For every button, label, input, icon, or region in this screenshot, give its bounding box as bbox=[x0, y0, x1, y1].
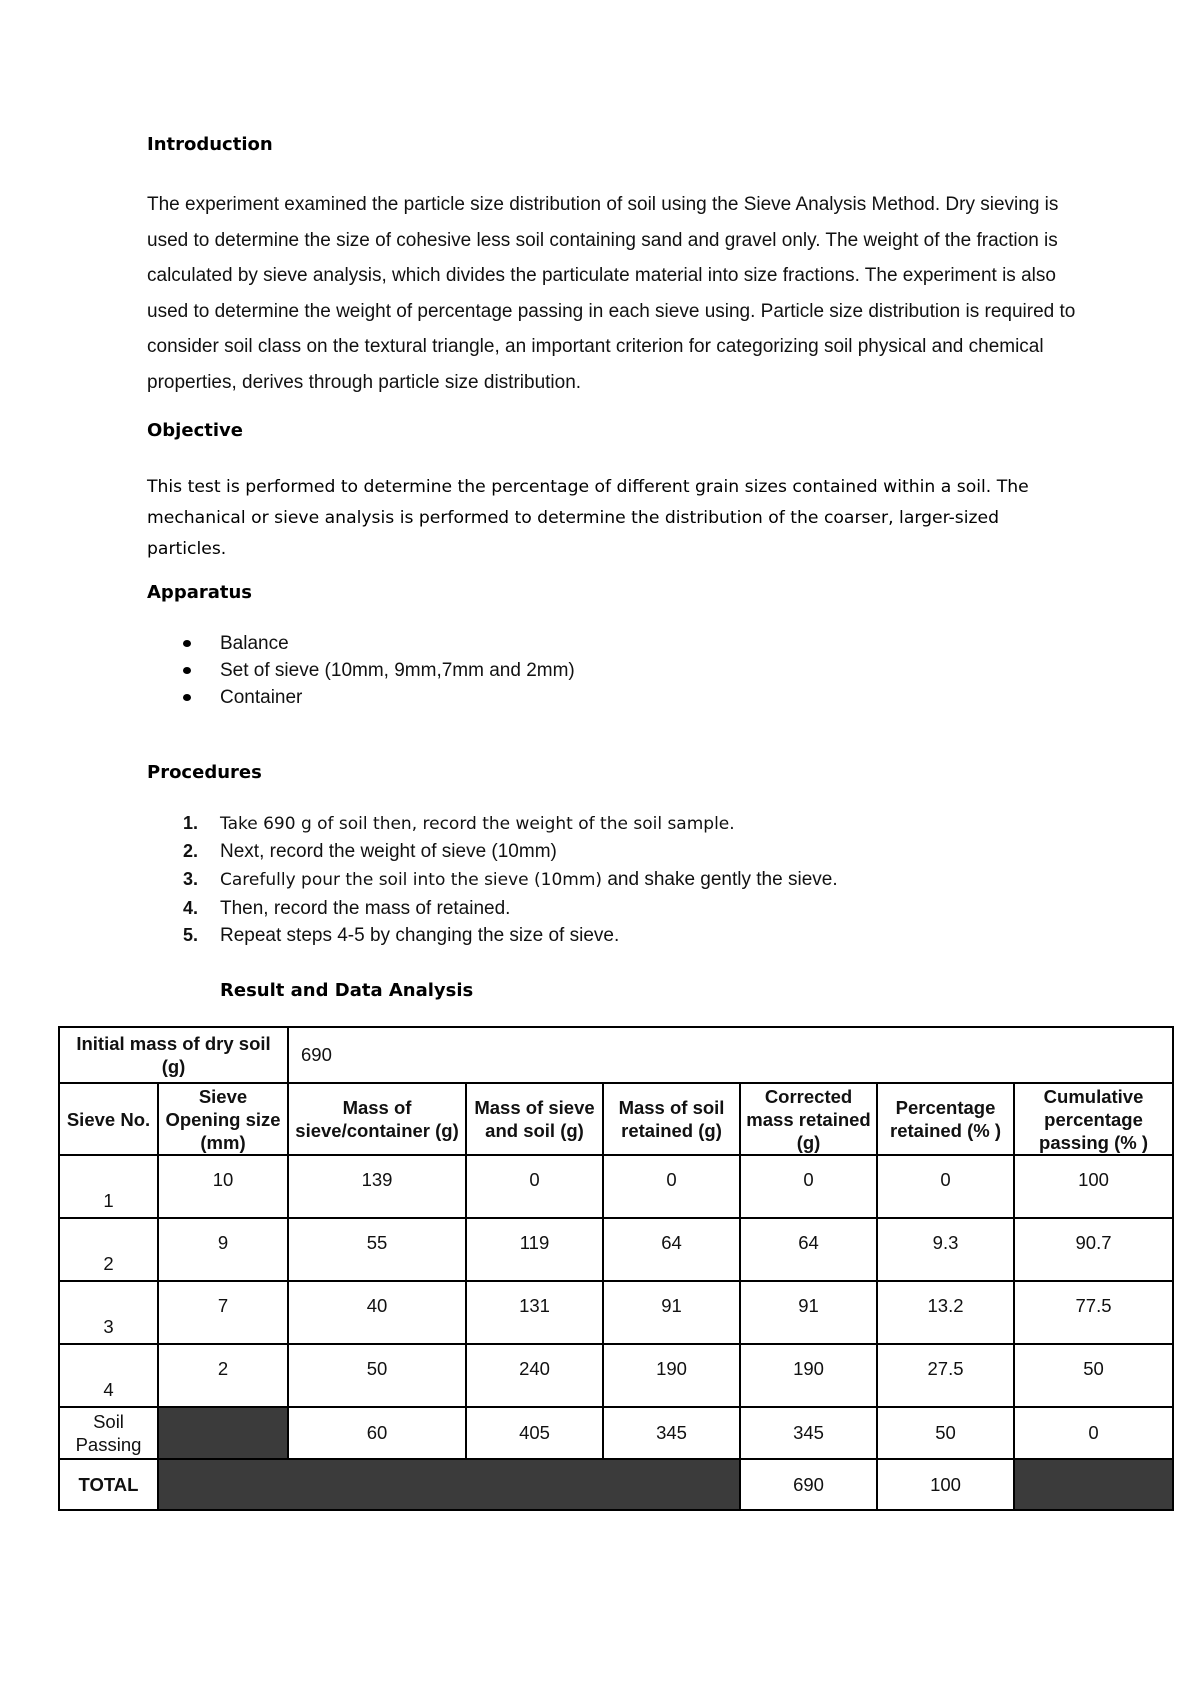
list-item bbox=[147, 810, 838, 838]
apparatus-heading: Apparatus bbox=[147, 582, 253, 603]
table-cell: 10 bbox=[158, 1155, 288, 1218]
soil-passing-label: Soil Passing bbox=[59, 1407, 158, 1459]
column-header: Cumulative percentage passing (% ) bbox=[1014, 1083, 1173, 1155]
step-number: 2. bbox=[183, 841, 199, 861]
column-header: Mass of soil retained (g) bbox=[603, 1083, 740, 1155]
table-row bbox=[59, 1344, 1173, 1407]
introduction-body: The experiment examined the particle size distribution of soil using the Sieve Analysis Method. Dry sieving is used to determine the size of cohesive less soil containing sand and gravel only. The weight of the fraction is calculated by sieve analysis, which divides the particulate material into size fractions. The experiment is also used to determine the weight of percentage passing in each sieve using. Particle size distribution is required to consider soil class on the textural triangle, an important criterion for categorizing soil physical and chemical properties, derives through particle size distribution. bbox=[147, 194, 1076, 393]
table-cell: 40 bbox=[288, 1281, 466, 1344]
table-cell: 3 bbox=[59, 1281, 158, 1344]
table-cell: 2 bbox=[158, 1344, 288, 1407]
table-header-row bbox=[59, 1083, 1173, 1155]
initial-mass-label: Initial mass of dry soil (g) bbox=[59, 1027, 288, 1083]
list-item bbox=[147, 895, 838, 922]
bullet-icon bbox=[183, 694, 191, 701]
apparatus-list bbox=[147, 630, 575, 711]
initial-mass-value: 690 bbox=[288, 1027, 1173, 1083]
table-cell: 0 bbox=[466, 1155, 603, 1218]
list-item bbox=[147, 922, 838, 949]
column-header: Sieve No. bbox=[59, 1083, 158, 1155]
list-item: Balance bbox=[147, 630, 575, 657]
table-cell: 100 bbox=[1014, 1155, 1173, 1218]
table-row bbox=[59, 1281, 1173, 1344]
shaded-cell bbox=[158, 1459, 740, 1510]
objective-body: This test is performed to determine the percentage of different grain sizes contained within a soil. The mechanical or sieve analysis is performed to determine the distribution of the coarser, larger-sized particles. bbox=[147, 477, 1029, 559]
table-cell: 190 bbox=[603, 1344, 740, 1407]
table-cell: 90.7 bbox=[1014, 1218, 1173, 1281]
table-cell: 9.3 bbox=[877, 1218, 1014, 1281]
column-header: Sieve Opening size (mm) bbox=[158, 1083, 288, 1155]
list-item: Container bbox=[147, 684, 575, 711]
table-cell: 7 bbox=[158, 1281, 288, 1344]
step-text: Then, record the mass of retained. bbox=[220, 898, 511, 919]
table-cell: 0 bbox=[740, 1155, 877, 1218]
table-row bbox=[59, 1155, 1173, 1218]
table-cell: 27.5 bbox=[877, 1344, 1014, 1407]
table-cell: 91 bbox=[740, 1281, 877, 1344]
table-cell: 50 bbox=[1014, 1344, 1173, 1407]
table-cell: 64 bbox=[740, 1218, 877, 1281]
results-heading: Result and Data Analysis bbox=[220, 980, 474, 1001]
table-cell: 131 bbox=[466, 1281, 603, 1344]
table-cell: 190 bbox=[740, 1344, 877, 1407]
column-header: Corrected mass retained (g) bbox=[740, 1083, 877, 1155]
table-cell: 139 bbox=[288, 1155, 466, 1218]
bullet-icon bbox=[183, 667, 191, 674]
initial-mass-row bbox=[59, 1027, 1173, 1083]
step-text: Next, record the weight of sieve (10mm) bbox=[220, 841, 557, 862]
column-header: Mass of sieve and soil (g) bbox=[466, 1083, 603, 1155]
step-text: Repeat steps 4-5 by changing the size of sieve. bbox=[220, 925, 620, 946]
table-cell: 50 bbox=[877, 1407, 1014, 1459]
column-header: Mass of sieve/container (g) bbox=[288, 1083, 466, 1155]
total-row bbox=[59, 1459, 1173, 1510]
table-cell: 345 bbox=[740, 1407, 877, 1459]
table-cell: 9 bbox=[158, 1218, 288, 1281]
step-number: 3. bbox=[183, 869, 199, 889]
procedures-heading: Procedures bbox=[147, 762, 262, 783]
table-cell: 119 bbox=[466, 1218, 603, 1281]
step-text: Carefully pour the soil into the sieve (10mm) bbox=[220, 870, 603, 890]
table-cell: 1 bbox=[59, 1155, 158, 1218]
table-row bbox=[59, 1218, 1173, 1281]
table-cell: 0 bbox=[877, 1155, 1014, 1218]
list-item: Set of sieve (10mm, 9mm,7mm and 2mm) bbox=[147, 657, 575, 684]
table-cell: 60 bbox=[288, 1407, 466, 1459]
table-cell: 2 bbox=[59, 1218, 158, 1281]
table-cell: 77.5 bbox=[1014, 1281, 1173, 1344]
step-number: 4. bbox=[183, 898, 199, 918]
bullet-icon bbox=[183, 640, 191, 647]
step-number: 5. bbox=[183, 925, 199, 945]
objective-heading: Objective bbox=[147, 420, 243, 441]
list-item bbox=[147, 865, 838, 895]
table-cell: 50 bbox=[288, 1344, 466, 1407]
total-corrected-mass: 690 bbox=[740, 1459, 877, 1510]
total-percentage: 100 bbox=[877, 1459, 1014, 1510]
step-text: and shake gently the sieve. bbox=[602, 869, 838, 890]
step-text: Take 690 g of soil then, record the weight of the soil sample. bbox=[220, 814, 735, 834]
table-cell: 91 bbox=[603, 1281, 740, 1344]
list-item bbox=[147, 838, 838, 865]
table-cell: 0 bbox=[1014, 1407, 1173, 1459]
total-label: TOTAL bbox=[59, 1459, 158, 1510]
shaded-cell bbox=[158, 1407, 288, 1459]
table-cell: 64 bbox=[603, 1218, 740, 1281]
results-table bbox=[58, 1026, 1174, 1511]
shaded-cell bbox=[1014, 1459, 1173, 1510]
table-cell: 13.2 bbox=[877, 1281, 1014, 1344]
table-cell: 345 bbox=[603, 1407, 740, 1459]
soil-passing-row bbox=[59, 1407, 1173, 1459]
table-cell: 4 bbox=[59, 1344, 158, 1407]
table-cell: 405 bbox=[466, 1407, 603, 1459]
column-header: Percentage retained (% ) bbox=[877, 1083, 1014, 1155]
introduction-heading: Introduction bbox=[147, 134, 273, 155]
procedures-list bbox=[147, 810, 838, 949]
table-cell: 55 bbox=[288, 1218, 466, 1281]
step-number: 1. bbox=[183, 813, 199, 833]
table-cell: 240 bbox=[466, 1344, 603, 1407]
table-cell: 0 bbox=[603, 1155, 740, 1218]
